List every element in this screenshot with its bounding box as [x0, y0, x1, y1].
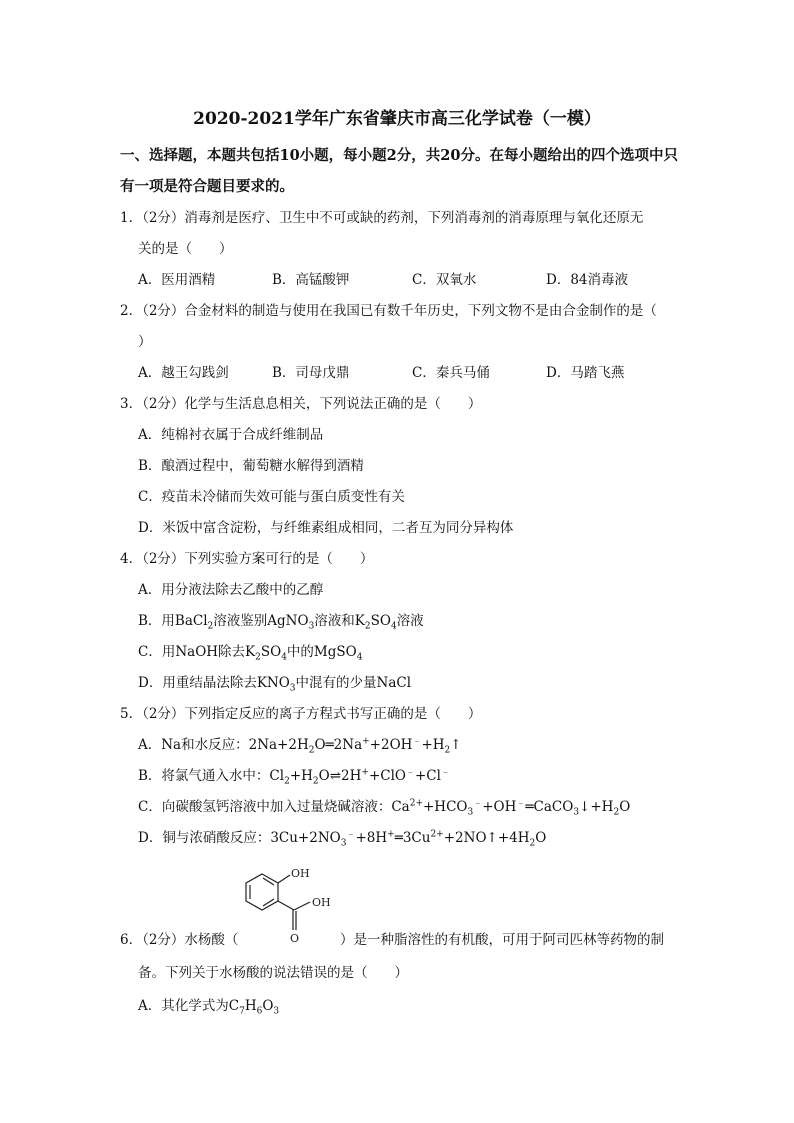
- hydroxyl-bond: [278, 875, 290, 883]
- question-2-cont: ）: [138, 334, 152, 350]
- question-2: 2．（2分）合金材料的制造与使用在我国已有数千年历史，下列文物不是由合金制作的是（: [120, 303, 657, 319]
- q3-option-b: B．酿酒过程中，葡萄糖水解得到酒精: [138, 458, 364, 474]
- q2-option-c: C．秦兵马俑: [412, 365, 490, 381]
- q3-option-a: A．纯棉衬衣属于合成纤维制品: [138, 427, 324, 443]
- section-heading: 一、选择题，本题共包括10小题，每小题2分，共20分。在每小题给出的四个选项中只: [120, 147, 678, 164]
- page-title: 2020-2021学年广东省肇庆市高三化学试卷（一模）: [193, 109, 601, 129]
- q4-option-b: B．用BaCl$_2$溶液鉴别AgNO$_3$溶液和$K_2SO_4$溶液: [138, 613, 424, 632]
- carboxyl-oh-label: OH: [312, 896, 331, 909]
- question-6-cont: 备。下列关于水杨酸的说法错误的是（ ）: [138, 965, 408, 981]
- carbonyl-o-label: O: [290, 932, 300, 945]
- question-1: 1．（2分）消毒剂是医疗、卫生中不可或缺的药剂，下列消毒剂的消毒原理与氧化还原无: [120, 210, 644, 226]
- q4-option-d: D．用重结晶法除去$KNO_3$中混有的少量NaCl: [138, 675, 412, 694]
- question-3: 3．（2分）化学与生活息息相关，下列说法正确的是（ ）: [120, 396, 482, 412]
- q4-option-a: A．用分液法除去乙酸中的乙醇: [138, 582, 324, 598]
- q5-option-a: A．Na和水反应：$2Na+2H_2O═2Na^++2OH^﹣+H_2↑$: [138, 736, 462, 756]
- benzene-ring: [246, 874, 278, 910]
- q5-option-b: B．将氯气通入水中：$Cl_2+H_2O\rightleftharpoons 2H^++ClO^﹣+Cl^﹣$: [138, 767, 450, 787]
- q1-option-b: B．高锰酸钾: [272, 272, 350, 288]
- q2-option-b: B．司母戊鼎: [272, 365, 350, 381]
- question-6: 6．（2分）水杨酸（: [120, 932, 239, 948]
- hydroxyl-label: OH: [291, 867, 310, 880]
- q1-option-c: C．双氧水: [412, 272, 477, 288]
- carboxyl-bond: [278, 901, 294, 910]
- carboxyl-oh-bond: [294, 902, 310, 910]
- q2-option-a: A．越王勾践剑: [138, 365, 229, 381]
- q6-option-a: A．其化学式为$C_7H_6O_3$: [138, 998, 280, 1017]
- section-heading-cont: 有一项是符合题目要求的。: [120, 178, 294, 195]
- q5-option-d: D．铜与浓硝酸反应：$3Cu+2NO_3^﹣+8H^+═3Cu^{2+}+2NO↑+4H_2O$: [138, 829, 547, 849]
- q3-option-c: C．疫苗未冷储而失效可能与蛋白质变性有关: [138, 489, 405, 505]
- ring-double-bond: [263, 899, 274, 906]
- q4-option-c: C．用NaOH除去$K_2SO_4$中的MgSO$_4$: [138, 644, 363, 663]
- salicylic-acid-structure: [236, 862, 346, 948]
- question-5: 5．（2分）下列指定反应的离子方程式书写正确的是（ ）: [120, 706, 482, 722]
- question-6-rest: ）是一种脂溶性的有机酸，可用于阿司匹林等药物的制: [340, 932, 664, 948]
- q2-option-d: D．马踏飞燕: [546, 365, 625, 381]
- q3-option-d: D．米饭中富含淀粉，与纤维素组成相同，二者互为同分异构体: [138, 520, 514, 536]
- q1-option-d: D．84消毒液: [546, 272, 629, 288]
- ring-double-bond: [263, 878, 274, 885]
- question-1-cont: 关的是（ ）: [138, 241, 233, 257]
- q5-option-c: C．向碳酸氢钙溶液中加入过量烧碱溶液：$Ca^{2+}+HCO_3^﹣+OH^﹣═CaCO_3↓+H_2O$: [138, 798, 631, 818]
- q1-option-a: A．医用酒精: [138, 272, 216, 288]
- question-4: 4．（2分）下列实验方案可行的是（ ）: [120, 551, 374, 567]
